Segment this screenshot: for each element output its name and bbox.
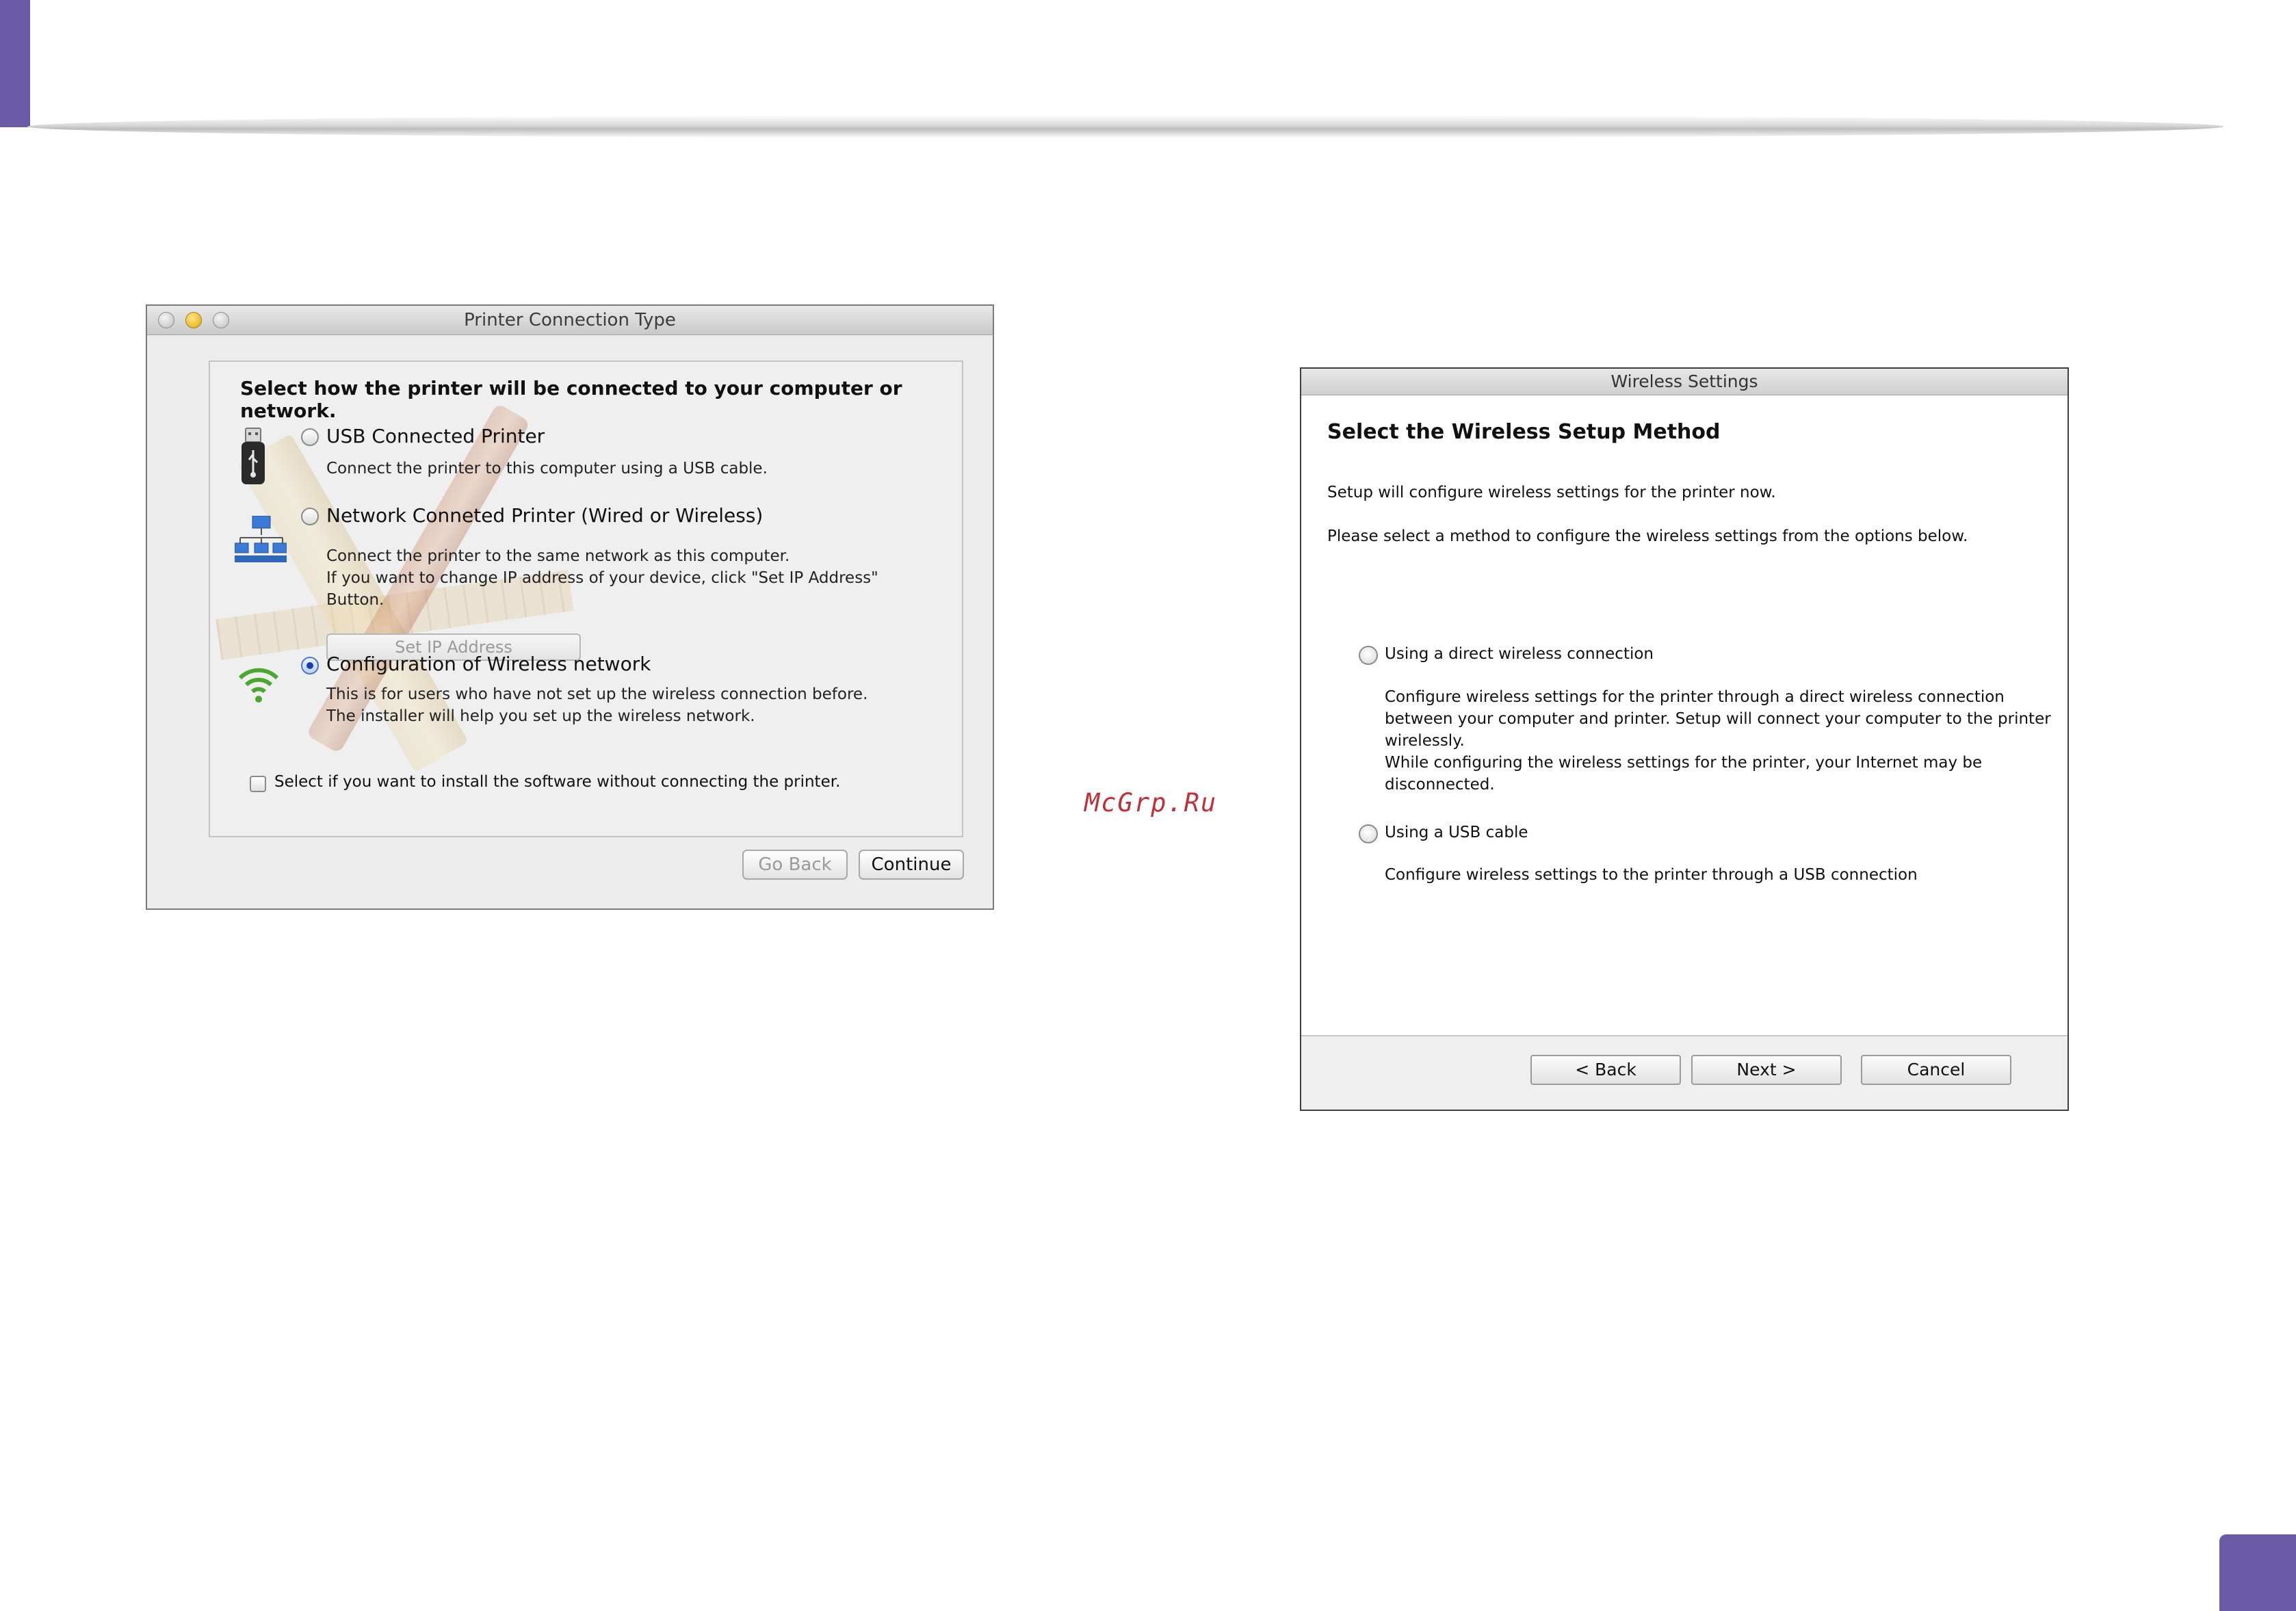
direct-wireless-desc-line-3: wirelessly. — [1385, 732, 1465, 750]
printer-connection-type-dialog — [146, 304, 994, 910]
network-description-line-3: Button. — [326, 591, 384, 609]
wifi-icon — [237, 663, 280, 705]
wireless-description-line-2: The installer will help you set up the wireless network. — [326, 707, 755, 725]
usb-cable-label[interactable]: Using a USB cable — [1385, 824, 1528, 841]
cancel-button[interactable]: Cancel — [1861, 1055, 2011, 1085]
header-divider — [27, 115, 2223, 138]
direct-wireless-desc-line-1: Configure wireless settings for the printer through a direct wireless connection — [1385, 688, 2005, 706]
usb-connected-printer-radio[interactable] — [301, 428, 319, 446]
options-panel — [209, 361, 963, 837]
dialog-heading: Select how the printer will be connected to your computer or network. — [240, 377, 902, 422]
wireless-description-line-1: This is for users who have not set up the wireless connection before. — [326, 685, 868, 703]
install-without-printer-checkbox[interactable] — [250, 776, 266, 792]
direct-wireless-desc-line-5: disconnected. — [1385, 776, 1495, 794]
back-button[interactable]: < Back — [1530, 1055, 1681, 1085]
usb-connected-printer-label[interactable]: USB Connected Printer — [326, 425, 545, 447]
usb-description: Connect the printer to this computer using a USB cable. — [326, 460, 768, 477]
wireless-settings-dialog — [1300, 367, 2069, 1111]
corner-accent-tab — [0, 0, 30, 127]
window-title: Wireless Settings — [1610, 371, 1758, 391]
network-description-line-1: Connect the printer to the same network as this computer. — [326, 547, 790, 565]
direct-wireless-label[interactable]: Using a direct wireless connection — [1385, 645, 1654, 663]
wireless-configuration-radio[interactable] — [301, 657, 319, 674]
go-back-button[interactable]: Go Back — [742, 850, 848, 880]
mac-titlebar[interactable] — [147, 306, 993, 335]
continue-button[interactable]: Continue — [859, 850, 964, 880]
usb-cable-desc: Configure wireless settings to the printer through a USB connection — [1385, 866, 1918, 884]
network-printer-label[interactable]: Network Conneted Printer (Wired or Wireless) — [326, 504, 764, 527]
instruction-text: Please select a method to configure the wireless settings from the options below. — [1327, 527, 1968, 545]
direct-wireless-desc-line-4: While configuring the wireless settings for the printer, your Internet may be — [1385, 754, 1983, 772]
set-ip-address-button[interactable]: Set IP Address — [326, 633, 581, 661]
setup-info-text: Setup will configure wireless settings for the printer now. — [1327, 484, 1776, 501]
wireless-configuration-label[interactable]: Configuration of Wireless network — [326, 653, 651, 675]
network-printer-radio[interactable] — [301, 508, 319, 525]
network-icon — [235, 516, 287, 564]
direct-wireless-radio[interactable] — [1359, 646, 1378, 665]
direct-wireless-desc-line-2: between your computer and printer. Setup will connect your computer to the printer — [1385, 710, 2051, 728]
usb-cable-radio[interactable] — [1359, 824, 1378, 843]
install-without-printer-label[interactable]: Select if you want to install the software without connecting the printer. — [274, 773, 841, 791]
win-titlebar[interactable] — [1301, 369, 2067, 395]
page-number-badge — [2219, 1534, 2296, 1611]
dialog-heading: Select the Wireless Setup Method — [1327, 420, 1721, 444]
next-button[interactable]: Next > — [1691, 1055, 1842, 1085]
button-bar — [1301, 1035, 2067, 1110]
usb-icon — [237, 427, 269, 487]
network-description-line-2: If you want to change IP address of your device, click "Set IP Address" — [326, 569, 878, 587]
window-title: Printer Connection Type — [464, 310, 676, 330]
watermark-text: McGrp.Ru — [1084, 788, 1218, 817]
